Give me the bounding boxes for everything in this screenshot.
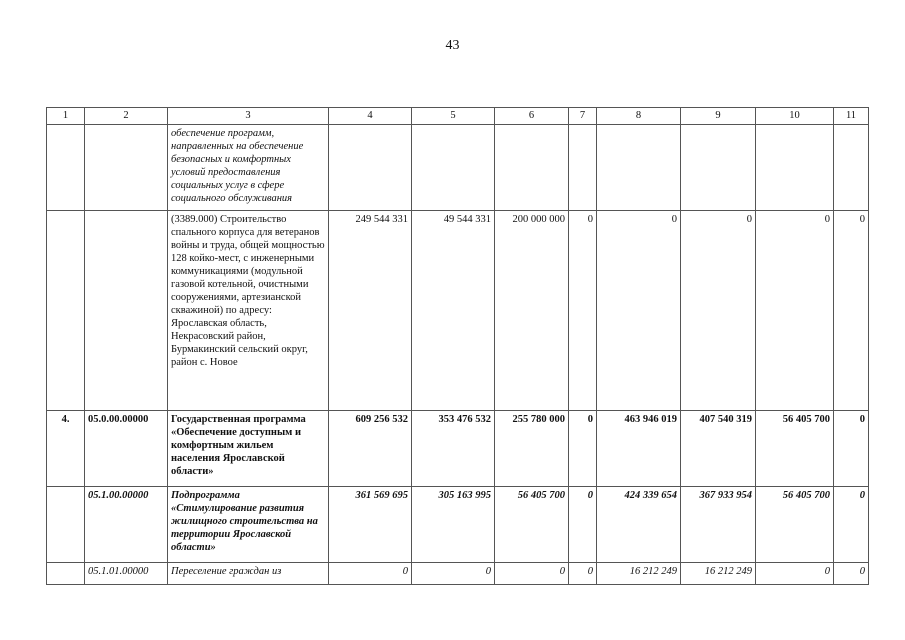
value-cell: 0 [569,487,597,563]
value-cell: 0 [834,411,869,487]
header-cell: 4 [329,108,412,125]
header-cell: 5 [412,108,495,125]
value-cell: 353 476 532 [412,411,495,487]
row-number-cell [47,211,85,411]
value-cell: 56 405 700 [756,411,834,487]
value-cell: 0 [569,563,597,585]
value-cell: 0 [495,563,569,585]
value-cell [597,125,681,211]
code-cell: 05.0.00.00000 [85,411,168,487]
value-cell: 0 [834,211,869,411]
value-cell: 0 [569,211,597,411]
value-cell: 424 339 654 [597,487,681,563]
value-cell: 305 163 995 [412,487,495,563]
value-cell [412,125,495,211]
row-number-cell [47,487,85,563]
value-cell: 49 544 331 [412,211,495,411]
table-row [47,563,869,585]
value-cell: 0 [834,487,869,563]
value-cell: 463 946 019 [597,411,681,487]
header-cell: 2 [85,108,168,125]
value-cell: 0 [412,563,495,585]
value-cell: 0 [329,563,412,585]
budget-table [46,107,869,585]
description-cell: (3389.000) Строительство спального корпуса для ветеранов войны и труда, общей мощностью 128 койко-мест, с инженерными коммуникациями (модульной газовой котельной, очистными сооружениями, артезианской скважиной) по адресу: Ярославская область, Некрасовский район, Бурмакинский сельский округ, район с. Новое [168,211,329,411]
header-cell: 11 [834,108,869,125]
header-row [47,108,869,125]
header-cell: 6 [495,108,569,125]
value-cell: 16 212 249 [597,563,681,585]
header-cell: 3 [168,108,329,125]
code-cell: 05.1.00.00000 [85,487,168,563]
value-cell [329,125,412,211]
value-cell [681,125,756,211]
code-cell: 05.1.01.00000 [85,563,168,585]
value-cell: 200 000 000 [495,211,569,411]
value-cell: 407 540 319 [681,411,756,487]
header-cell: 7 [569,108,597,125]
description-cell: обеспечение программ, направленных на обеспечение безопасных и комфортных условий предоставления социальных услуг в сфере социального обслуживания [168,125,329,211]
header-cell: 1 [47,108,85,125]
value-cell [569,125,597,211]
header-cell: 8 [597,108,681,125]
table-row [47,411,869,487]
value-cell: 0 [756,563,834,585]
value-cell [834,125,869,211]
value-cell: 0 [597,211,681,411]
value-cell: 16 212 249 [681,563,756,585]
value-cell: 0 [756,211,834,411]
value-cell [756,125,834,211]
value-cell: 367 933 954 [681,487,756,563]
table-row [47,125,869,211]
description-cell: Переселение граждан из [168,563,329,585]
code-cell [85,211,168,411]
value-cell: 0 [834,563,869,585]
description-cell: Государственная программа «Обеспечение доступным и комфортным жильем населения Ярославской области» [168,411,329,487]
value-cell: 56 405 700 [756,487,834,563]
description-cell: Подпрограмма «Стимулирование развития жилищного строительства на территории Ярославской области» [168,487,329,563]
code-cell [85,125,168,211]
value-cell [495,125,569,211]
header-cell: 9 [681,108,756,125]
value-cell: 255 780 000 [495,411,569,487]
table-row [47,487,869,563]
row-number-cell [47,563,85,585]
value-cell: 0 [681,211,756,411]
row-number-cell [47,125,85,211]
table-row [47,211,869,411]
value-cell: 0 [569,411,597,487]
header-cell: 10 [756,108,834,125]
page-number: 43 [445,38,460,53]
value-cell: 609 256 532 [329,411,412,487]
value-cell: 56 405 700 [495,487,569,563]
value-cell: 361 569 695 [329,487,412,563]
row-number-cell: 4. [47,411,85,487]
value-cell: 249 544 331 [329,211,412,411]
